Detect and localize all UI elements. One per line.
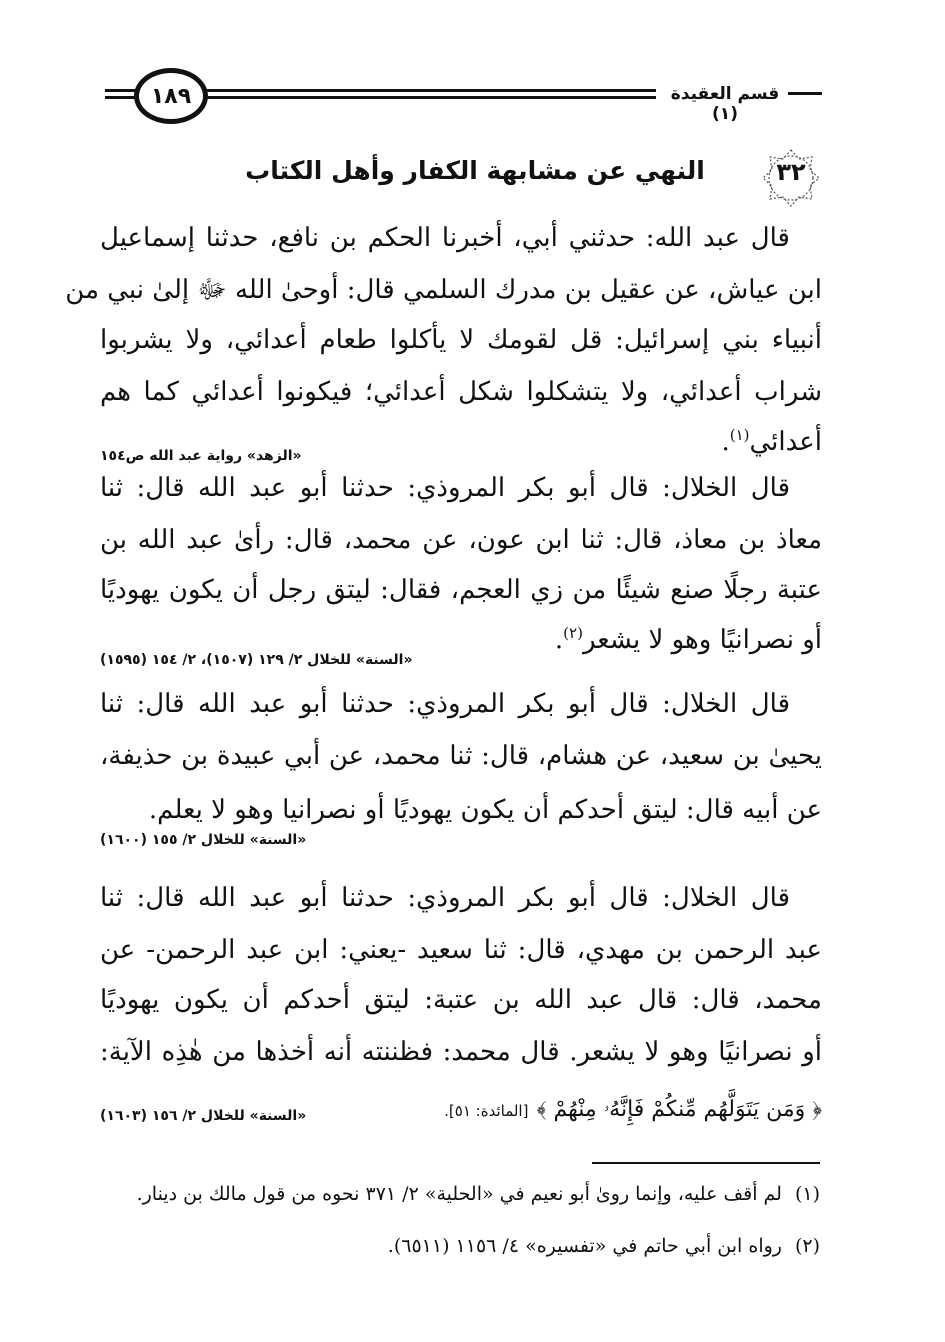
source-reference: «السنة» للخلال ٢/ ١٥٥ (١٦٠٠) [100,832,307,848]
source-reference: «السنة» للخلال ٢/ ١٥٦ (١٦٠٣) [100,1108,307,1124]
body-line: قال الخلال: قال أبو بكر المروذي: حدثنا أبو عبد الله قال: ثنا [100,689,790,719]
body-line: أو نصرانيًا وهو لا يشعر$^{(٢)}$. [554,624,822,655]
source-reference: «الزهد» رواية عبد الله ص١٥٤ [100,448,302,464]
footnote-marker[interactable]: (٢) [563,624,583,642]
body-line: عن أبيه قال: ليتق أحدكم أن يكون يهوديًا أو نصرانيا وهو لا يعلم. [148,795,822,825]
chapter-title: النهي عن مشابهة الكفار وأهل الكتاب [245,156,705,185]
footnote-marker[interactable]: (١) [729,426,750,444]
body-line-text: أو نصرانيًا وهو لا يشعر [582,625,822,655]
body-line: قال الخلال: قال أبو بكر المروذي: حدثنا أبو عبد الله قال: ثنا [100,883,790,913]
footnote-number: (١) [794,1183,820,1205]
body-line: قال الخلال: قال أبو بكر المروذي: حدثنا أبو عبد الله قال: ثنا [100,473,790,503]
body-line: معاذ بن معاذ، قال: ثنا ابن عون، عن محمد، قال: رأىٰ عبد الله بن [100,525,822,555]
footnote-text: لم أقف عليه، وإنما روىٰ أبو نعيم في «الحلية» ٢/ ٣٧١ نحوه من قول مالك بن دينار. [136,1183,782,1205]
footnote-item [330,1232,820,1260]
page-number: ١٨٩ [134,68,208,124]
body-line: يحيىٰ بن سعيد، عن هشام، قال: ثنا محمد، عن أبي عبيدة بن حذيفة، [100,741,822,771]
body-line: شراب أعدائي، ولا يتشكلوا شكل أعدائي؛ فيكونوا أعدائي كما هم [100,377,822,407]
body-line: عبد الرحمن بن مهدي، قال: ثنا سعيد -يعني: ابن عبد الرحمن- عن [100,935,822,965]
source-reference: «السنة» للخلال ٢/ ١٢٩ (١٥٠٧)، ٢/ ١٥٤ (١٥٩٥) [100,652,413,668]
footnote-text: رواه ابن أبي حاتم في «تفسيره» ٤/ ١١٥٦ (٦٥١١). [387,1235,782,1257]
footnote-number: (٢) [794,1235,820,1257]
header-rule-right [200,89,656,92]
body-line: أو نصرانيًا وهو لا يشعر. قال محمد: فظننته أنه أخذها من هٰذِه الآية: [100,1037,822,1067]
footnote-separator [592,1162,820,1164]
body-line: قال عبد الله: حدثني أبي، أخبرنا الحكم بن نافع، حدثنا إسماعيل [100,223,790,253]
body-line: أنبياء بني إسرائيل: قل لقومك لا يأكلوا طعام أعدائي، ولا يشربوا [100,325,822,355]
footnote-item [100,1180,820,1208]
body-line: محمد، قال: قال عبد الله بن عتبة: ليتق أحدكم أن يكون يهوديًا [100,985,822,1015]
quran-verse-reference: [المائدة: ٥١]. [444,1102,529,1120]
header-rule-right [200,96,656,99]
body-line: أعدائي$^{(١)}$. [721,426,822,457]
chapter-number: ٣٢ [776,158,806,186]
body-line: عتبة رجلًا صنع شيئًا من زي العجم، فقال: ليتق رجل أن يكون يهوديًا [100,575,822,605]
quran-verse-text: ﴿ وَمَن يَتَوَلَّهُم مِّنكُمْ فَإِنَّهُۥ مِنْهُمْ ﴾ [536,1097,822,1122]
body-line-text: أعدائي [749,427,822,457]
running-section-title: قسم العقيدة (١) [670,84,780,124]
body-line: ابن عياش، عن عقيل بن مدرك السلمي قال: أوحىٰ الله ﷻ إلىٰ نبي من [65,275,822,305]
header-rule-tail [788,92,822,95]
